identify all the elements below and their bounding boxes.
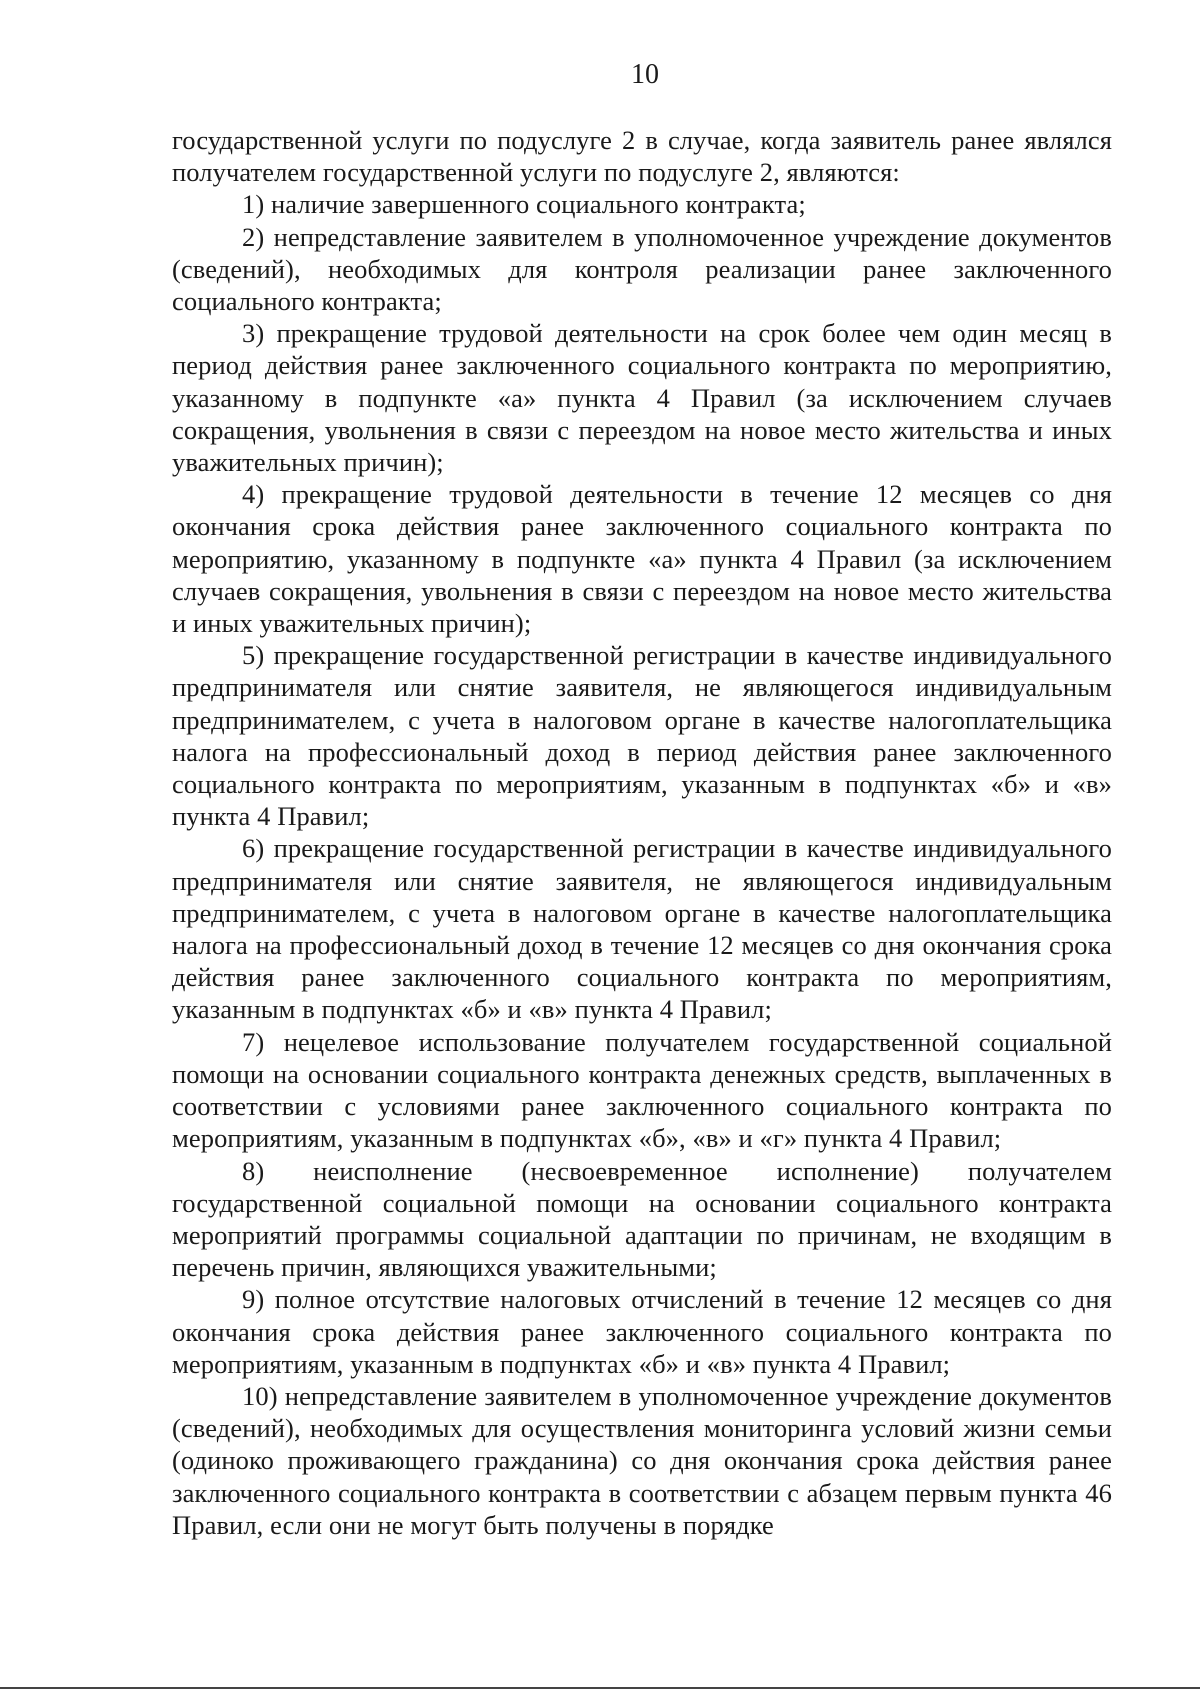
list-item-4: 4) прекращение трудовой деятельности в течение 12 месяцев со дня окончания срока действия ранее заключенного социального контракта по мероприятию, указанному в подпункте «а» пункта 4 Правил (за исключением случаев сокращения, увольнения в связи с переездом на новое место жительства и иных уважительных причин); [172, 479, 1112, 639]
list-item-10: 10) непредставление заявителем в уполномоченное учреждение документов (сведений), необходимых для осуществления мониторинга условий жизни семьи (одиноко проживающего гражданина) со дня окончания срока действия ранее заключенного социального контракта в соответствии с абзацем первым пункта 46 Правил, если они не могут быть получены в порядке [172, 1380, 1112, 1540]
list-item-8: 8) неисполнение (несвоевременное исполнение) получателем государственной социальной помощи на основании социального контракта мероприятий программы социальной адаптации по причинам, не входящим в перечень причин, являющихся уважительными; [172, 1155, 1112, 1283]
document-body [172, 124, 1112, 1541]
paragraph-continuation: государственной услуги по подуслуге 2 в случае, когда заявитель ранее являлся получателем государственной услуги по подуслуге 2, являются: [172, 125, 1112, 188]
list-item-7: 7) нецелевое использование получателем государственной социальной помощи на основании социального контракта денежных средств, выплаченных в соответствии с условиями ранее заключенного социального контракта по мероприятиям, указанным в подпунктах «б», «в» и «г» пункта 4 Правил; [172, 1026, 1112, 1154]
list-item-3: 3) прекращение трудовой деятельности на срок более чем один месяц в период действия ранее заключенного социального контракта по мероприятию, указанному в подпункте «а» пункта 4 Правил (за исключением случаев сокращения, увольнения в связи с переездом на новое место жительства и иных уважительных причин); [172, 318, 1112, 478]
list-item-1: 1) наличие завершенного социального контракта; [242, 189, 806, 220]
list-item-6: 6) прекращение государственной регистрации в качестве индивидуального предпринимателя или снятие заявителя, не являющегося индивидуальным предпринимателем, с учета в налоговом органе в качестве налогоплательщика налога на профессиональный доход в течение 12 месяцев со дня окончания срока действия ранее заключенного социального контракта по мероприятиям, указанным в подпунктах «б» и «в» пункта 4 Правил; [172, 833, 1112, 1025]
list-item-9: 9) полное отсутствие налоговых отчислений в течение 12 месяцев со дня окончания срока действия ранее заключенного социального контракта по мероприятиям, указанным в подпунктах «б» и «в» пункта 4 Правил; [172, 1284, 1112, 1379]
list-item-2: 2) непредставление заявителем в уполномоченное учреждение документов (сведений), необходимых для контроля реализации ранее заключенного социального контракта; [172, 221, 1112, 317]
list-item-5: 5) прекращение государственной регистрации в качестве индивидуального предпринимателя или снятие заявителя, не являющегося индивидуальным предпринимателем, с учета в налоговом органе в качестве налогоплательщика налога на профессиональный доход в период действия ранее заключенного социального контракта по мероприятиям, указанным в подпунктах «б» и «в» пункта 4 Правил; [172, 640, 1112, 832]
page-number: 10 [631, 59, 659, 90]
bottom-edge-rule [0, 1687, 1200, 1689]
